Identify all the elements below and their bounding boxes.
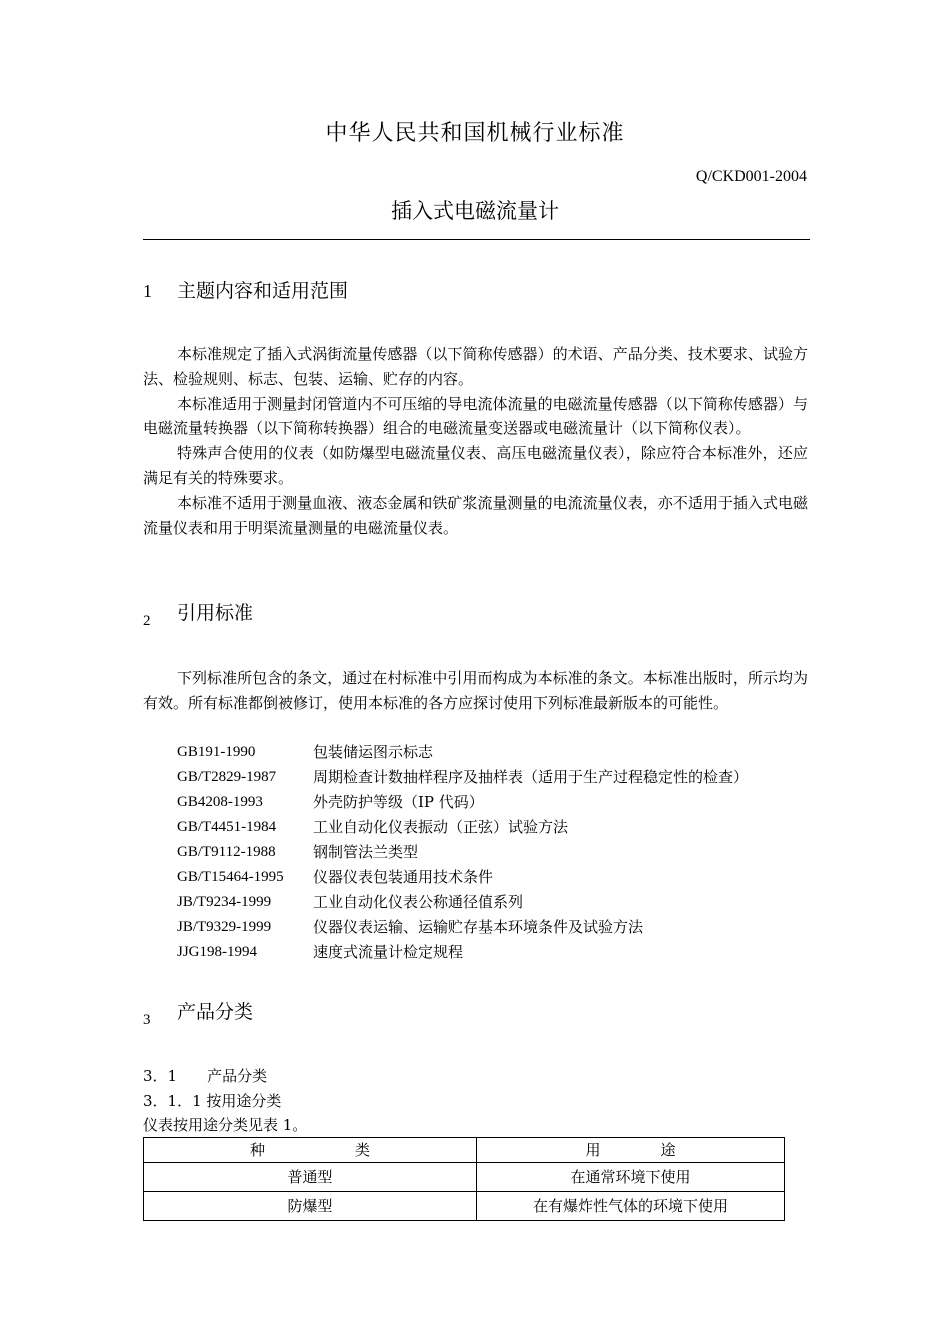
paragraph: 本标准适用于测量封闭管道内不可压缩的导电流体流量的电磁流量传感器（以下简称传感器）与电磁流量转换器（以下简称转换器）组合的电磁流量变送器或电磁流量计（以下简称仪表）。: [143, 394, 808, 438]
reference-item: [177, 840, 748, 865]
reference-item: [177, 740, 748, 765]
reference-item: [177, 940, 748, 965]
reference-item: [177, 865, 748, 890]
reference-item: [177, 790, 748, 815]
reference-name: 工业自动化仪表公称通径值系列: [313, 893, 524, 911]
reference-name: 工业自动化仪表振动（正弦）试验方法: [313, 818, 569, 836]
reference-code: GB/T9112-1988: [177, 844, 276, 860]
section-3-title: 产品分类: [177, 1001, 254, 1023]
reference-item: [177, 890, 748, 915]
standard-code: Q/CKD001-2004: [695, 168, 807, 185]
paragraph: 本标准规定了插入式涡街流量传感器（以下简称传感器）的术语、产品分类、技术要求、试验方法、检验规则、标志、包装、运输、贮存的内容。: [143, 345, 808, 388]
reference-name: 仪器仪表包装通用技术条件: [313, 868, 494, 886]
reference-code: GB/T2829-1987: [177, 769, 277, 785]
reference-name: 速度式流量计检定规程: [313, 943, 464, 961]
table-header-row: [144, 1138, 785, 1163]
table-cell: 防爆型: [144, 1192, 477, 1221]
paragraph: 本标准不适用于测量血液、液态金属和铁矿浆流量测量的电流流量仪表，亦不适用于插入式电磁流量仪表和用于明渠流量测量的电磁流量仪表。: [143, 493, 808, 537]
section-2-title: 引用标准: [177, 602, 254, 624]
reference-name: 仪器仪表运输、运输贮存基本环境条件及试验方法: [313, 918, 644, 936]
table-row: [144, 1192, 785, 1221]
reference-item: [177, 765, 748, 790]
reference-code: JJG198-1994: [177, 944, 258, 960]
reference-code: JB/T9329-1999: [177, 919, 272, 935]
reference-code: GB/T15464-1995: [177, 869, 284, 885]
subsection-heading: 3．1 产品分类: [143, 1067, 268, 1085]
reference-name: 外壳防护等级（IP 代码）: [313, 793, 484, 811]
reference-name: 钢制管法兰类型: [313, 843, 419, 861]
classification-table: [143, 1137, 785, 1221]
reference-code: JB/T9234-1999: [177, 894, 272, 910]
section-1-heading: [143, 276, 348, 303]
subsection-heading: 3．1．1 按用途分类: [143, 1091, 282, 1110]
document-title: 插入式电磁流量计: [391, 199, 559, 223]
reference-code: GB4208-1993: [177, 794, 263, 810]
section-3-heading: [143, 997, 254, 1028]
paragraph: 特殊声合使用的仪表（如防爆型电磁流量仪表、高压电磁流量仪表），除应符合本标准外，还应满足有关的特殊要求。: [143, 444, 808, 487]
table-header-cell: 用 途: [477, 1138, 785, 1163]
reference-item: [177, 815, 748, 840]
reference-code: GB191-1990: [177, 744, 256, 760]
section-1-number: 1: [143, 281, 152, 301]
table-cell: 在有爆炸性气体的环境下使用: [477, 1192, 785, 1221]
section-3-body: [143, 1064, 307, 1138]
title-divider: [143, 239, 810, 240]
reference-code: GB/T4451-1984: [177, 819, 277, 835]
paragraph: 下列标准所包含的条文，通过在村标准中引用而构成为本标准的条文。本标准出版时，所示均为有效。所有标准都倒被修订，使用本标准的各方应探讨使用下列标准最新版本的可能性。: [143, 669, 808, 712]
reference-list: [177, 740, 748, 965]
table-row: [144, 1163, 785, 1192]
reference-name: 包装储运图示标志: [313, 743, 434, 761]
reference-item: [177, 915, 748, 940]
section-3-number: 3: [143, 1012, 151, 1028]
section-1-title: 主题内容和适用范围: [177, 280, 349, 302]
section-2-number: 2: [143, 613, 151, 629]
table-cell: 普通型: [144, 1163, 477, 1192]
table-caption: 仪表按用途分类见表 1。: [143, 1116, 308, 1134]
standard-title: 中华人民共和国机械行业标准: [325, 121, 625, 146]
reference-name: 周期检查计数抽样程序及抽样表（适用于生产过程稳定性的检查）: [313, 768, 749, 786]
table-cell: 在通常环境下使用: [477, 1163, 785, 1192]
section-1-body: [143, 342, 808, 540]
section-2-heading: [143, 598, 254, 629]
table-header-cell: 种 类: [144, 1138, 477, 1163]
section-2-intro: [143, 666, 808, 716]
